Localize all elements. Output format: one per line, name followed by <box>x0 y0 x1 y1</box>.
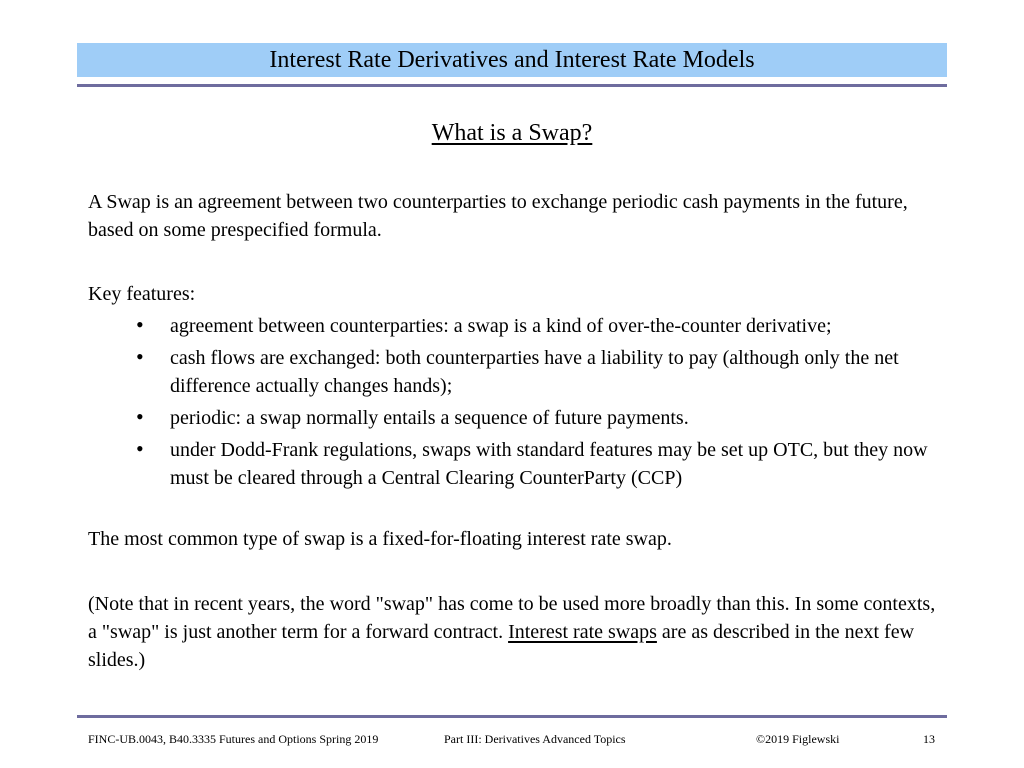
footer-copyright: ©2019 Figlewski <box>756 732 840 746</box>
list-item-text: agreement between counterparties: a swap is a kind of over-the-counter derivative; <box>170 315 832 337</box>
header-title: Interest Rate Derivatives and Interest Rate Models <box>269 46 755 73</box>
footer-course: FINC-UB.0043, B40.3335 Futures and Options Spring 2019 <box>88 732 379 746</box>
bullet-icon: • <box>136 404 144 429</box>
list-item-text: under Dodd-Frank regulations, swaps with standard features may be set up OTC, but they now must be cleared through a Central Clearing CounterParty (CCP) <box>170 439 928 489</box>
footer-divider <box>77 715 947 718</box>
slide-title <box>0 118 1024 148</box>
footer-page-number: 13 <box>923 732 935 746</box>
slide-header <box>77 43 947 77</box>
interest-rate-swaps-text: Interest rate swaps <box>508 621 657 643</box>
bullet-icon: • <box>136 436 144 461</box>
footer-part: Part III: Derivatives Advanced Topics <box>444 732 626 746</box>
note-text-after: are as described in the next few slides.) <box>88 621 915 671</box>
bullet-icon: • <box>136 312 144 337</box>
list-item <box>136 344 948 400</box>
key-features-heading: Key features: <box>88 283 196 305</box>
list-item-text: cash flows are exchanged: both counterparties have a liability to pay (although only the net difference actually changes hands); <box>170 347 899 397</box>
note-text-before: (Note that in recent years, the word "swap" has come to be used more broadly than this. In some contexts, a "swap" is just another term for a forward contract. <box>88 593 936 643</box>
header-divider <box>77 84 947 87</box>
bullet-icon: • <box>136 344 144 369</box>
list-item <box>136 312 948 340</box>
note-paragraph <box>88 590 948 674</box>
key-features-list <box>136 312 948 496</box>
definition-paragraph: A Swap is an agreement between two counterparties to exchange periodic cash payments in the future, based on some prespecified formula. <box>88 191 908 241</box>
list-item-text: periodic: a swap normally entails a sequence of future payments. <box>170 407 689 429</box>
slide-title-text: What is a Swap? <box>431 120 593 146</box>
common-type-paragraph: The most common type of swap is a fixed-for-floating interest rate swap. <box>88 528 672 550</box>
list-item <box>136 436 948 492</box>
list-item <box>136 404 948 432</box>
